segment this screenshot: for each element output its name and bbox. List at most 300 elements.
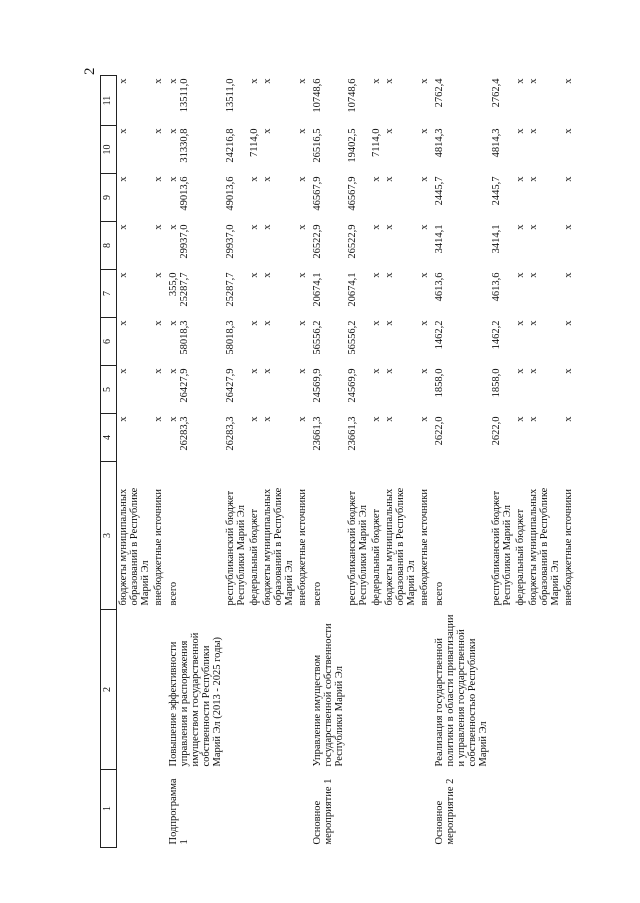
value-text: х [296,78,308,84]
value-cell [248,270,261,318]
value-text: х [515,128,527,134]
value-text: х [383,416,395,422]
value-text: х [418,128,430,134]
value-text: х [383,176,395,182]
value-text: х [418,272,430,278]
value-text: х [563,320,575,326]
value-text: х [152,272,164,278]
source-cell: всего [167,581,179,606]
value-cell [562,222,575,270]
value-cell [165,174,224,222]
value-text: х [418,224,430,230]
value-text: х [117,78,129,84]
value-cell [562,414,575,462]
value-text: х [296,176,308,182]
value-cell [152,126,165,174]
value-cell [116,222,152,270]
value-cell [370,126,383,174]
value-cell [527,76,562,126]
program-cell [418,770,431,848]
value-cell [261,126,296,174]
value-text: х [248,416,260,422]
value-cell [224,414,248,462]
value-cell [152,222,165,270]
value-cell [296,126,309,174]
name-cell: Управление имуществом государственной собственности Республики Марий Эл [311,623,345,767]
value-cell [116,126,152,174]
table-row [261,76,296,848]
value-cell [431,126,490,174]
value-cell [431,414,490,462]
value-cell [383,76,418,126]
value-cell [296,366,309,414]
column-header: 4 [101,414,117,462]
value-cell [224,222,248,270]
value-text: 10748,6 [311,78,323,113]
value-text: х [418,78,430,84]
value-text: х [563,272,575,278]
source-cell: федеральный бюджет [248,508,260,606]
value-text: х [296,368,308,374]
name-cell [383,610,418,770]
source-cell: внебюджетные источники [152,488,164,606]
value-text: 7114,0 [248,128,260,157]
value-cell [514,318,527,366]
value-cell [562,270,575,318]
value-cell [370,414,383,462]
value-cell [165,414,224,462]
value-text: х [296,272,308,278]
program-cell: Основное мероприятие 1 [311,778,334,845]
value-text: 1858,0 [433,368,445,398]
value-text: х [152,176,164,182]
value-cell [418,318,431,366]
value-cell [116,318,152,366]
value-cell [562,76,575,126]
value-cell [490,270,514,318]
value-text: х [370,176,382,182]
value-cell [309,76,346,126]
value-cell [431,76,490,126]
source-cell: республиканский бюджет Республики Марий Эл [490,490,513,606]
value-cell [514,270,527,318]
value-text: х [296,320,308,326]
table-row [431,76,490,848]
column-header: 3 [101,462,117,610]
value-cell [514,414,527,462]
value-cell [431,270,490,318]
value-cell [431,174,490,222]
value-text: 24569,9 [311,368,323,403]
value-text: х [261,176,273,182]
value-text: х [167,128,179,134]
value-cell [116,414,152,462]
name-cell [490,610,514,770]
value-text: 7114,0 [370,128,382,157]
budget-table [100,75,575,848]
value-text: 1462,2 [433,320,445,350]
value-text: х [152,320,164,326]
value-text: 26516,5 [311,128,323,163]
value-cell [431,318,490,366]
name-cell [116,610,152,770]
value-text: х [261,416,273,422]
value-cell [296,270,309,318]
table-header [101,76,117,848]
value-text: х [528,128,540,134]
value-text: 2445,7 [433,176,445,206]
source-cell: внебюджетные источники [296,488,308,606]
name-cell: Повышение эффективности управления и распоряжения имуществом государственной собственности Республики Марий Эл (2013 - 2025 годы) [167,632,223,767]
value-text: х [117,224,129,230]
table-row [224,76,248,848]
value-text: 2762,4 [433,78,445,108]
source-cell: республиканский бюджет Республики Марий Эл [224,490,247,606]
value-text: х [370,272,382,278]
value-cell [248,366,261,414]
value-cell [261,414,296,462]
value-cell [418,414,431,462]
value-text: х [383,128,395,134]
name-cell [261,610,296,770]
value-text: х [167,368,179,374]
value-cell [527,414,562,462]
table-row [383,76,418,848]
name-cell [346,610,370,770]
value-text-total: 58018,3 [178,320,190,355]
program-cell [370,770,383,848]
value-text: х [261,320,273,326]
value-cell [431,366,490,414]
value-cell [370,270,383,318]
value-text-total: 49013,6 [178,176,190,211]
value-cell [527,318,562,366]
value-cell [152,318,165,366]
value-cell [152,414,165,462]
value-text: х [528,320,540,326]
value-text: 23661,3 [311,416,323,451]
rotated-table-container [100,78,575,848]
value-text: х [563,128,575,134]
value-text: 19402,5 [346,128,358,163]
value-text: х [117,320,129,326]
value-text: х [528,78,540,84]
value-cell [346,366,370,414]
name-cell: Реализация государственной политики в области приватизации и управления государственной собственностью Республики Марий Эл [433,614,489,767]
value-cell [418,76,431,126]
value-cell [418,126,431,174]
value-cell [490,126,514,174]
value-text: х [152,368,164,374]
source-cell: всего [311,581,323,606]
value-cell [370,222,383,270]
value-text: 24216,8 [224,128,236,163]
value-text: х [515,368,527,374]
table-row [309,76,346,848]
value-cell [248,174,261,222]
value-text: х [528,368,540,374]
value-cell [514,222,527,270]
value-text-total: 13511,0 [178,78,190,113]
value-cell [224,126,248,174]
value-cell [370,76,383,126]
source-cell: бюджеты муниципальных образований в Республике Марий Эл [528,487,562,606]
value-text: 49013,6 [224,176,236,211]
value-cell [248,222,261,270]
program-cell [152,770,165,848]
value-text: х [152,224,164,230]
value-text: х [296,128,308,134]
source-cell: бюджеты муниципальных образований в Республике Марий Эл [117,487,151,606]
value-cell [309,270,346,318]
value-cell [224,318,248,366]
value-text: х [117,416,129,422]
value-text: х [167,78,179,84]
value-cell [527,126,562,174]
program-cell [514,770,527,848]
value-text: х [515,224,527,230]
table-row [370,76,383,848]
value-text-total: 26283,3 [178,416,190,451]
column-header: 9 [101,174,117,222]
value-text: х [563,368,575,374]
value-text: х [563,176,575,182]
source-cell: внебюджетные источники [418,488,430,606]
value-text: х [515,176,527,182]
value-text: х [117,128,129,134]
value-text: х [167,224,179,230]
column-header: 11 [101,76,117,126]
value-text: х [248,320,260,326]
value-cell [165,318,224,366]
column-header: 2 [101,610,117,770]
value-text: 58018,3 [224,320,236,355]
value-text: х [528,176,540,182]
value-text: х [383,320,395,326]
program-cell [116,770,152,848]
table-row [152,76,165,848]
value-cell [490,222,514,270]
value-text: х [370,368,382,374]
name-cell [527,610,562,770]
value-text: х [117,368,129,374]
value-cell [346,318,370,366]
source-cell: бюджеты муниципальных образований в Республике Марий Эл [261,487,295,606]
table-row [562,76,575,848]
value-text-total: 25287,7 [178,272,190,307]
value-cell [490,366,514,414]
value-text: 46567,9 [311,176,323,211]
value-cell [418,270,431,318]
value-cell [562,366,575,414]
value-text: х [117,176,129,182]
value-text: х [167,320,179,326]
column-header: 10 [101,126,117,174]
source-cell: внебюджетные источники [563,488,575,606]
value-text: х [261,368,273,374]
value-text: х [117,272,129,278]
value-text: 56556,2 [346,320,358,355]
value-text: 2622,0 [490,416,502,446]
value-text: 3414,1 [490,224,502,254]
value-cell [527,174,562,222]
value-text: х [248,368,260,374]
value-cell [309,222,346,270]
value-text: 25287,7 [224,272,236,307]
table-row [346,76,370,848]
value-text: х [528,416,540,422]
column-header: 7 [101,270,117,318]
program-cell [383,770,418,848]
value-text: 10748,6 [346,78,358,113]
column-header: 5 [101,366,117,414]
value-text: 46567,9 [346,176,358,211]
value-cell [116,366,152,414]
value-text: х [152,416,164,422]
value-cell [152,174,165,222]
value-text: х [528,272,540,278]
value-cell [296,222,309,270]
value-cell [383,222,418,270]
value-cell [383,318,418,366]
program-cell [490,770,514,848]
value-text: х [383,224,395,230]
value-cell [261,270,296,318]
value-text-total: 31330,8 [178,128,190,163]
value-cell [248,318,261,366]
value-cell [296,414,309,462]
value-cell [224,270,248,318]
value-cell [309,174,346,222]
name-cell [370,610,383,770]
value-cell [152,270,165,318]
value-cell [165,222,224,270]
value-text: 13511,0 [224,78,236,113]
value-cell [224,76,248,126]
value-cell [165,126,224,174]
value-cell [165,76,224,126]
value-cell [370,174,383,222]
value-cell [562,318,575,366]
value-cell [346,414,370,462]
table-row [418,76,431,848]
table-row [116,76,152,848]
name-cell [152,610,165,770]
program-cell [248,770,261,848]
value-cell [248,414,261,462]
value-text: х [515,416,527,422]
value-text: х [418,416,430,422]
table-row [165,76,224,848]
source-cell: республиканский бюджет Республики Марий Эл [346,490,369,606]
value-text: х [515,78,527,84]
value-text: 26283,3 [224,416,236,451]
value-cell [116,270,152,318]
column-header: 1 [101,770,117,848]
value-cell [346,126,370,174]
value-text: х [563,224,575,230]
value-text-total: 26427,9 [178,368,190,403]
value-cell [261,174,296,222]
value-text: х [563,78,575,84]
value-cell [370,366,383,414]
value-cell [346,174,370,222]
value-cell [370,318,383,366]
value-text: х [370,320,382,326]
value-cell [152,366,165,414]
name-cell [418,610,431,770]
value-text: х [370,78,382,84]
name-cell [296,610,309,770]
value-text-total: 29937,0 [178,224,190,259]
value-cell [296,318,309,366]
value-text: 26427,9 [224,368,236,403]
value-cell [309,414,346,462]
value-cell [527,270,562,318]
value-cell [248,76,261,126]
value-text: 355,0 [167,272,179,297]
value-cell [152,76,165,126]
value-text: х [418,320,430,326]
value-text: х [370,224,382,230]
value-cell [514,174,527,222]
value-text: х [261,78,273,84]
value-text: 56556,2 [311,320,323,355]
value-text: 26522,9 [311,224,323,259]
value-text: х [261,224,273,230]
value-cell [418,366,431,414]
value-text: 4613,6 [433,272,445,302]
value-text: х [383,272,395,278]
column-header: 6 [101,318,117,366]
table-body [116,76,575,848]
value-cell [418,222,431,270]
value-cell [309,126,346,174]
value-text: х [167,176,179,182]
value-cell [346,222,370,270]
source-cell: всего [433,581,445,606]
value-cell [346,270,370,318]
value-text: х [261,272,273,278]
value-text: 3414,1 [433,224,445,254]
name-cell [248,610,261,770]
value-text: 2622,0 [433,416,445,446]
program-cell [527,770,562,848]
value-cell [248,126,261,174]
value-cell [224,366,248,414]
value-cell [383,174,418,222]
value-text: х [248,78,260,84]
table-row [248,76,261,848]
value-cell [490,318,514,366]
value-text: х [152,128,164,134]
value-text: х [248,176,260,182]
value-cell [562,174,575,222]
value-cell [116,76,152,126]
program-cell: Подпрограмма 1 [167,778,190,845]
value-text: х [152,78,164,84]
value-cell [261,318,296,366]
value-text: х [528,224,540,230]
value-cell [383,414,418,462]
table-row [527,76,562,848]
table-row [296,76,309,848]
value-cell [562,126,575,174]
value-cell [514,126,527,174]
program-cell: Основное мероприятие 2 [433,778,456,845]
value-text: 20674,1 [346,272,358,307]
value-cell [309,366,346,414]
